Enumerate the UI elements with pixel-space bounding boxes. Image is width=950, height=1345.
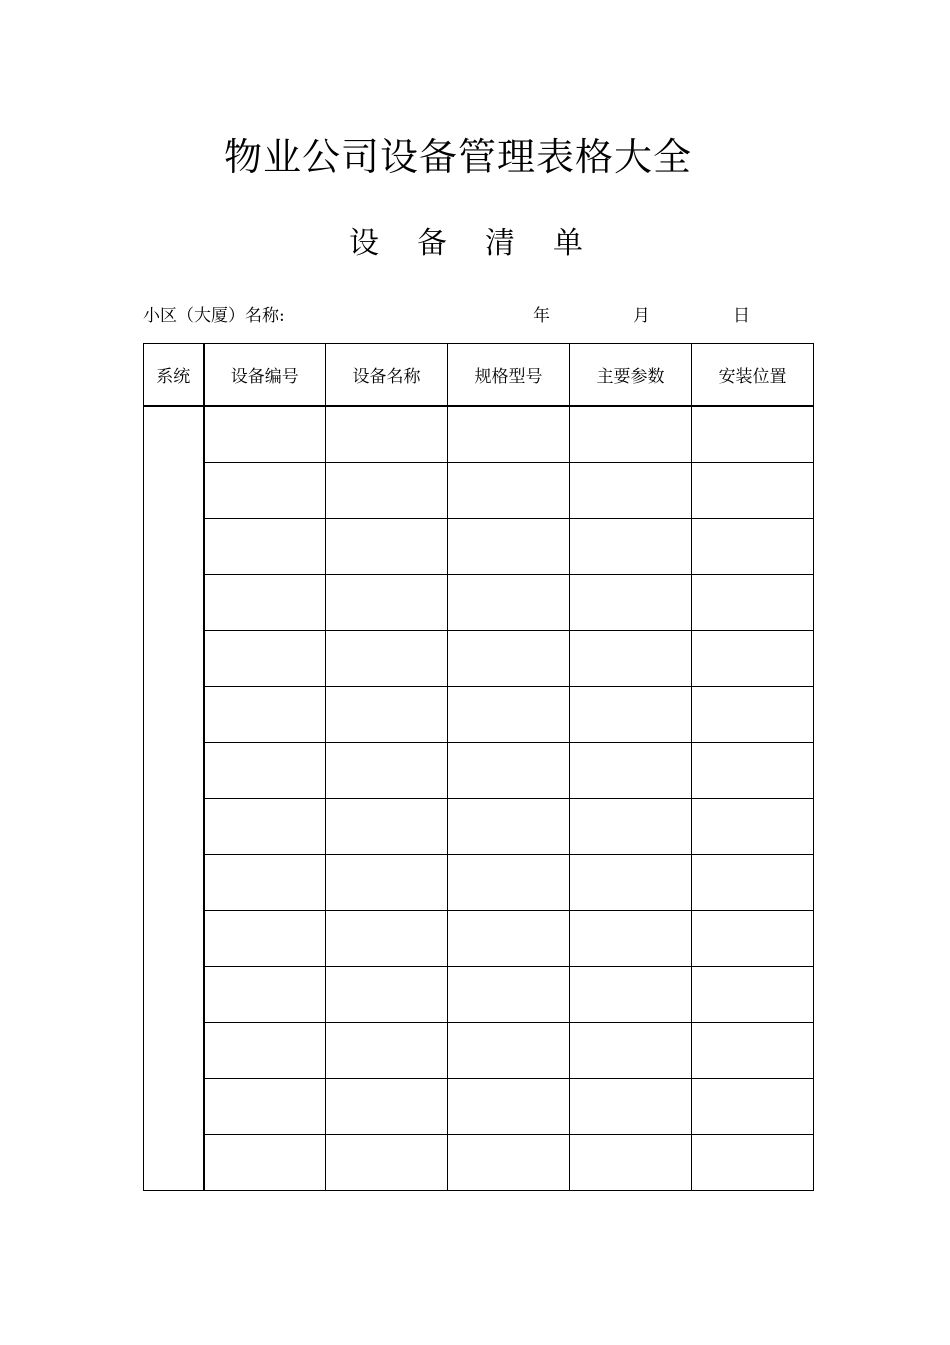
community-name-label: 小区（大厦）名称: <box>143 306 285 326</box>
table-cell[interactable] <box>204 855 326 911</box>
table-cell[interactable] <box>570 631 692 687</box>
table-header-row <box>144 344 814 407</box>
table-cell[interactable] <box>570 1135 692 1191</box>
table-cell[interactable] <box>326 855 448 911</box>
table-cell[interactable] <box>448 519 570 575</box>
table-cell[interactable] <box>326 687 448 743</box>
table-cell[interactable] <box>326 799 448 855</box>
table-row <box>144 911 814 967</box>
table-cell[interactable] <box>204 799 326 855</box>
table-cell[interactable] <box>326 631 448 687</box>
table-cell[interactable] <box>570 575 692 631</box>
table-cell[interactable] <box>326 1135 448 1191</box>
table-cell[interactable] <box>692 967 814 1023</box>
table-row <box>144 1135 814 1191</box>
table-cell[interactable] <box>692 1135 814 1191</box>
document-title: 物业公司设备管理表格大全 <box>223 135 692 179</box>
table-cell[interactable] <box>448 687 570 743</box>
table-cell[interactable] <box>570 519 692 575</box>
table-row <box>144 687 814 743</box>
table-cell[interactable] <box>570 743 692 799</box>
table-cell[interactable] <box>204 967 326 1023</box>
header-equipment-name: 设备名称 <box>326 344 448 407</box>
table-cell[interactable] <box>692 1079 814 1135</box>
table-cell[interactable] <box>204 911 326 967</box>
table-cell[interactable] <box>326 743 448 799</box>
table-cell[interactable] <box>448 855 570 911</box>
table-cell[interactable] <box>692 687 814 743</box>
table-row <box>144 967 814 1023</box>
table-cell[interactable] <box>326 406 448 463</box>
table-cell[interactable] <box>204 687 326 743</box>
header-equipment-id: 设备编号 <box>204 344 326 407</box>
table-cell[interactable] <box>204 575 326 631</box>
table-cell[interactable] <box>692 631 814 687</box>
table-row <box>144 631 814 687</box>
table-cell[interactable] <box>448 1079 570 1135</box>
table-cell[interactable] <box>448 575 570 631</box>
table-cell[interactable] <box>204 743 326 799</box>
month-label: 月 <box>633 306 650 326</box>
header-main-parameters: 主要参数 <box>570 344 692 407</box>
table-cell[interactable] <box>326 1079 448 1135</box>
table-row <box>144 575 814 631</box>
table-row <box>144 743 814 799</box>
table-row <box>144 463 814 519</box>
table-cell[interactable] <box>204 519 326 575</box>
table-row <box>144 799 814 855</box>
table-cell[interactable] <box>570 855 692 911</box>
table-cell[interactable] <box>204 631 326 687</box>
table-cell[interactable] <box>326 519 448 575</box>
table-cell[interactable] <box>448 406 570 463</box>
table-cell[interactable] <box>692 855 814 911</box>
table-cell[interactable] <box>448 799 570 855</box>
table-cell[interactable] <box>448 1023 570 1079</box>
table-cell[interactable] <box>692 519 814 575</box>
table-row <box>144 1023 814 1079</box>
table-cell[interactable] <box>448 911 570 967</box>
table-cell[interactable] <box>448 1135 570 1191</box>
table-cell[interactable] <box>570 406 692 463</box>
table-cell[interactable] <box>326 911 448 967</box>
table-cell[interactable] <box>448 967 570 1023</box>
table-cell[interactable] <box>570 1079 692 1135</box>
system-cell[interactable] <box>144 406 204 1191</box>
table-cell[interactable] <box>204 1023 326 1079</box>
table-cell[interactable] <box>692 406 814 463</box>
table-cell[interactable] <box>570 1023 692 1079</box>
day-label: 日 <box>733 306 750 326</box>
document-subtitle: 设备清单 <box>349 226 621 261</box>
header-install-location: 安装位置 <box>692 344 814 407</box>
table-row <box>144 855 814 911</box>
table-cell[interactable] <box>326 967 448 1023</box>
table-cell[interactable] <box>204 463 326 519</box>
table-cell[interactable] <box>570 799 692 855</box>
table-cell[interactable] <box>570 687 692 743</box>
year-label: 年 <box>533 306 550 326</box>
table-cell[interactable] <box>326 575 448 631</box>
table-cell[interactable] <box>204 1135 326 1191</box>
table-cell[interactable] <box>326 1023 448 1079</box>
equipment-list-table <box>143 343 814 1191</box>
table-cell[interactable] <box>692 743 814 799</box>
table-cell[interactable] <box>570 967 692 1023</box>
table-cell[interactable] <box>692 1023 814 1079</box>
table-cell[interactable] <box>204 406 326 463</box>
table-cell[interactable] <box>570 463 692 519</box>
table-row <box>144 406 814 463</box>
table-cell[interactable] <box>448 743 570 799</box>
table-cell[interactable] <box>570 911 692 967</box>
table-cell[interactable] <box>692 575 814 631</box>
table-row <box>144 1079 814 1135</box>
table-cell[interactable] <box>448 463 570 519</box>
header-system: 系统 <box>144 344 204 407</box>
table-cell[interactable] <box>692 463 814 519</box>
header-model-spec: 规格型号 <box>448 344 570 407</box>
table-cell[interactable] <box>204 1079 326 1135</box>
table-cell[interactable] <box>692 911 814 967</box>
table-cell[interactable] <box>326 463 448 519</box>
table-cell[interactable] <box>692 799 814 855</box>
table-row <box>144 519 814 575</box>
table-cell[interactable] <box>448 631 570 687</box>
